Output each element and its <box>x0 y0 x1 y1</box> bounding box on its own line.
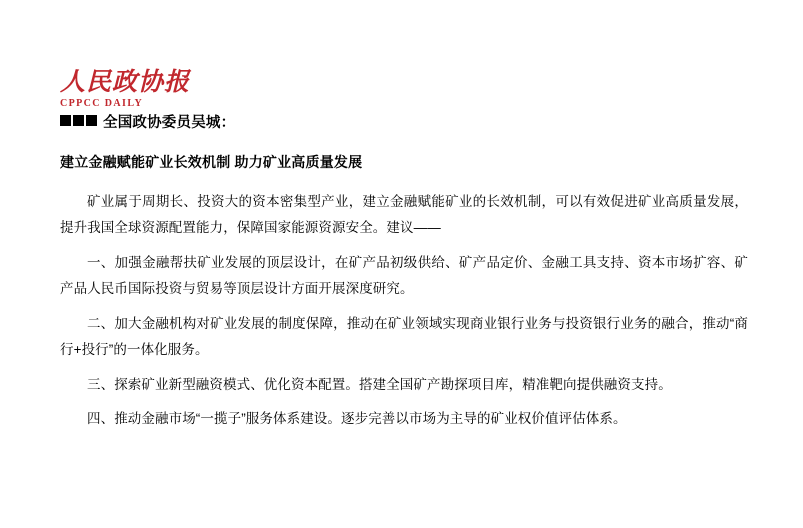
masthead-logo-text: 人民政协报 <box>60 69 191 96</box>
article-paragraph-1: 矿业属于周期长、投资大的资本密集型产业，建立金融赋能矿业的长效机制，可以有效促进矿业高质量发展，提升我国全球资源配置能力，保障国家能源资源安全。建议—— <box>60 194 748 236</box>
article-body <box>60 112 748 441</box>
article-paragraph-2: 一、加强金融帮扶矿业发展的顶层设计，在矿产品初级供给、矿产品定价、金融工具支持、资本市场扩容、矿产品人民币国际投资与贸易等顶层设计方面开展深度研究。 <box>60 254 748 296</box>
article-headline: 建立金融赋能矿业长效机制 助力矿业高质量发展 <box>60 153 363 170</box>
masthead <box>60 69 191 110</box>
article-paragraph-4: 三、探索矿业新型融资模式、优化资本配置。搭建全国矿产勘探项目库，精准靶向提供融资支持。 <box>87 376 672 392</box>
article-byline <box>60 112 748 135</box>
masthead-subtitle: CPPCC DAILY <box>60 98 144 110</box>
bullet-marker-icon <box>60 112 99 134</box>
article-paragraph-3: 二、加大金融机构对矿业发展的制度保障，推动在矿业领域实现商业银行业务与投资银行业务的融合，推动“商行+投行”的一体化服务。 <box>60 315 748 357</box>
article-paragraph-5: 四、推动金融市场“一揽子”服务体系建设。逐步完善以市场为主导的矿业权价值评估体系。 <box>87 411 627 427</box>
byline-text: 全国政协委员吴城： <box>103 115 236 131</box>
